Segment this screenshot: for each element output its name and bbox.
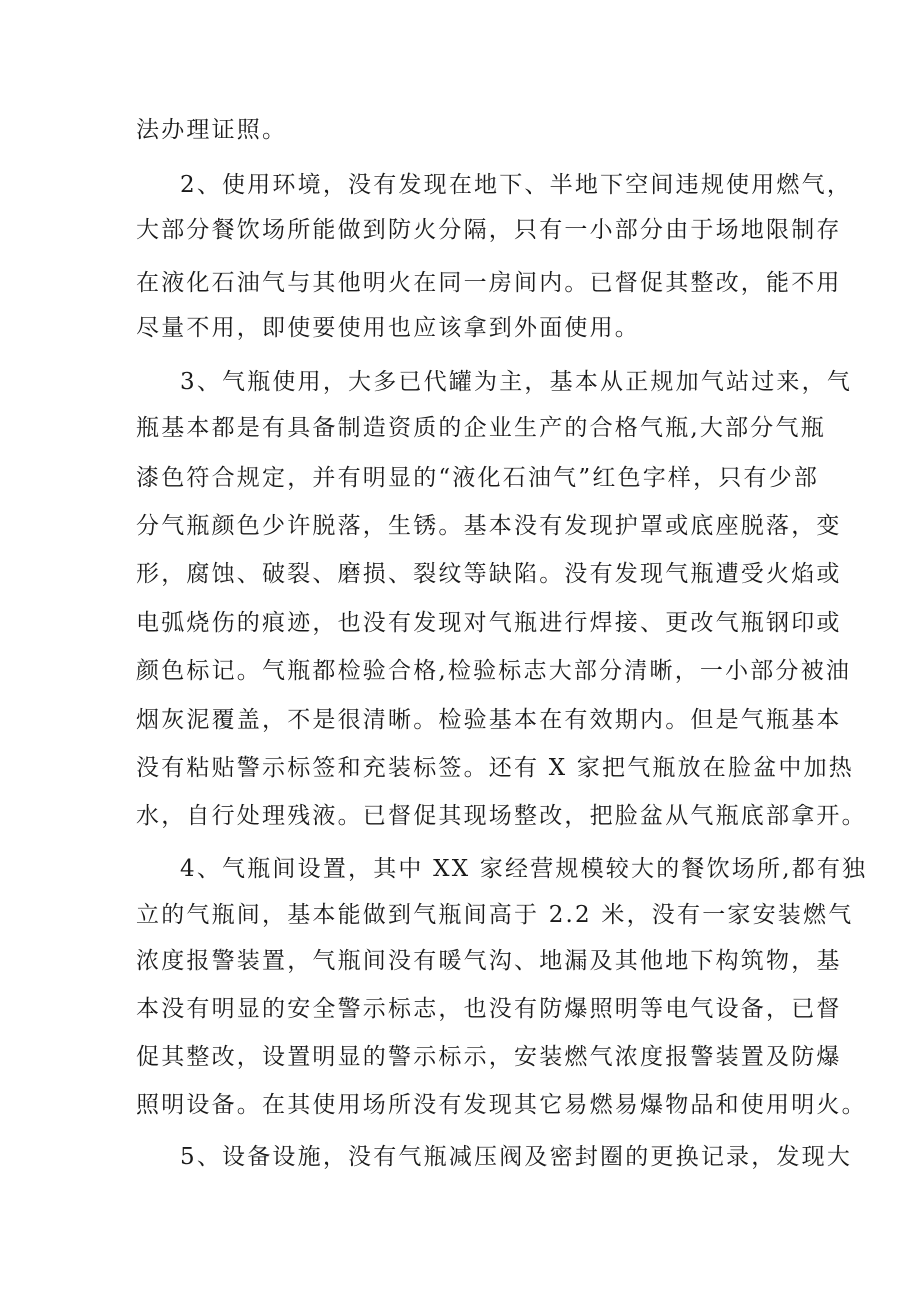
body-line-19: 本没有明显的安全警示标志，也没有防爆照明等电气设备，已督 [136,996,842,1022]
body-line-21: 照明设备。在其使用场所没有发现其它易燃易爆物品和使用明火。 [136,1092,867,1118]
body-line-11: 电弧烧伤的痕迹，也没有发现对气瓶进行焊接、更改气瓶钢印或 [136,610,842,636]
body-line-18: 浓度报警装置，气瓶间没有暖气沟、地漏及其他地下构筑物，基 [136,948,842,974]
body-line-9: 分气瓶颜色少许脱落，生锈。基本没有发现护罩或底座脱落，变 [136,513,842,539]
body-line-4: 在液化石油气与其他明火在同一房间内。已督促其整改，能不用 [136,270,842,296]
body-line-20: 促其整改，设置明显的警示标示，安装燃气浓度报警装置及防爆 [136,1044,842,1070]
body-line-8: 漆色符合规定，并有明显的“液化石油气”红色字样，只有少部 [136,465,820,491]
body-line-7: 瓶基本都是有具备制造资质的企业生产的合格气瓶,大部分气瓶 [136,415,826,441]
body-line-1: 法办理证照。 [136,117,288,143]
body-line-22: 5、设备设施，没有气瓶减压阀及密封圈的更换记录，发现大 [180,1144,853,1170]
body-line-15: 水，自行处理残液。已督促其现场整改，把脸盆从气瓶底部拿开。 [136,803,867,829]
body-line-16: 4、气瓶间设置，其中 XX 家经营规模较大的餐饮场所,都有独 [180,856,868,882]
body-line-5: 尽量不用，即使要使用也应该拿到外面使用。 [136,315,640,341]
body-line-12: 颜色标记。气瓶都检验合格,检验标志大部分清晰，一小部分被油 [136,658,852,684]
body-line-6: 3、气瓶使用，大多已代罐为主，基本从正规加气站过来，气 [180,369,853,395]
body-line-2: 2、使用环境，没有发现在地下、半地下空间违规使用燃气， [180,172,853,198]
body-line-10: 形，腐蚀、破裂、磨损、裂纹等缺陷。没有发现气瓶遭受火焰或 [136,561,842,587]
body-line-17: 立的气瓶间，基本能做到气瓶间高于 2.2 米，没有一家安装燃气 [136,902,854,928]
body-line-13: 烟灰泥覆盖，不是很清晰。检验基本在有效期内。但是气瓶基本 [136,707,842,733]
body-line-3: 大部分餐饮场所能做到防火分隔，只有一小部分由于场地限制存 [136,217,842,243]
body-line-14: 没有粘贴警示标签和充装标签。还有 X 家把气瓶放在脸盆中加热 [136,755,854,781]
